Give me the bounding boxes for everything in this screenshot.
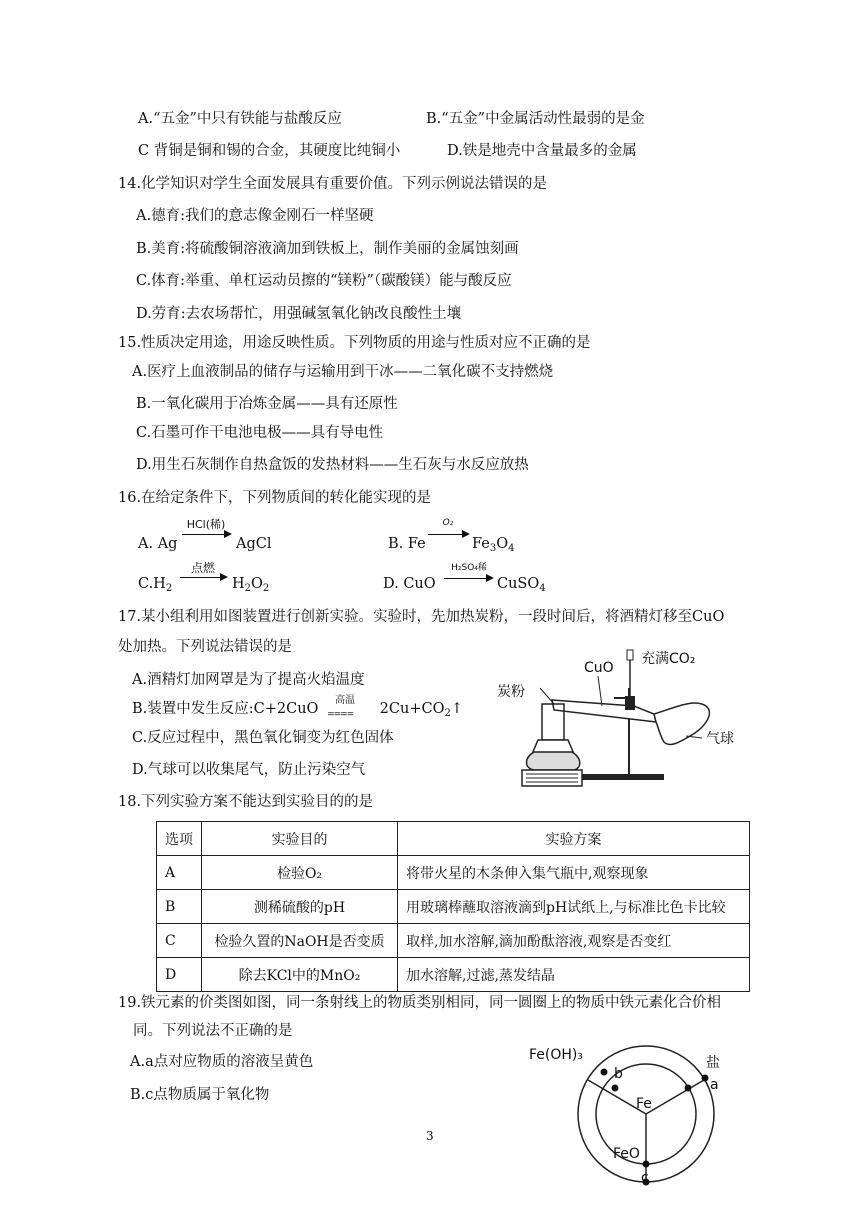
q17-option-b: B.装置中发生反应:C+2CuO 高温 ==== $2Cu+CO_2↑$	[132, 695, 463, 720]
row-goal: 测稀硫酸的pH	[202, 890, 398, 924]
q16-stem: 16.在给定条件下，下列物质间的转化能实现的是	[118, 490, 432, 506]
q17-option-a: A.酒精灯加网罩是为了提高火焰温度	[132, 672, 365, 688]
q13-option-d: D.铁是地壳中含量最多的金属	[447, 143, 637, 159]
q19-option-a: A.a点对应物质的溶液呈黄色	[130, 1054, 314, 1070]
reaction-tube	[552, 700, 656, 722]
q16-c-product: $H_2O_2$	[232, 576, 270, 594]
q14-option-d: D.劳育:去农场帮忙，用强碱氢氧化钠改良酸性土壤	[136, 306, 462, 322]
q15-option-c: C.石墨可作干电池电极——具有导电性	[136, 425, 384, 441]
q15-option-a: A.医疗上血液制品的储存与运输用到干冰——二氧化碳不支持燃烧	[132, 364, 554, 380]
header-option: 选项	[157, 822, 202, 856]
q16-a-reactant: A. Ag	[138, 536, 178, 552]
q16-a-arrow	[182, 518, 230, 540]
q16-b-product: $Fe_3O_4$	[472, 536, 515, 554]
q17-label-cuo: CuO	[584, 660, 614, 676]
point-a	[702, 1075, 709, 1082]
q16-b-arrow	[428, 520, 468, 542]
q16-a-product: AgCl	[236, 536, 272, 552]
row-plan: 加水溶解,过滤,蒸发结晶	[398, 958, 750, 992]
q17-apparatus-figure	[494, 648, 754, 788]
q17-label-carbon: 炭粉	[497, 684, 525, 700]
row-goal: 检验O₂	[202, 856, 398, 890]
q16-b-reactant: B. Fe	[388, 536, 426, 552]
q16-c-reactant: $C.H_2$	[138, 576, 173, 594]
header-goal: 实验目的	[202, 822, 398, 856]
q14-stem: 14.化学知识对学生全面发展具有重要价值。下列示例说法错误的是	[118, 176, 548, 192]
table-row	[157, 924, 750, 958]
tube-clamp	[625, 696, 635, 710]
q16-d-product: CuSO$_4$	[497, 576, 546, 594]
q19-stem-line2: 同。下列说法不正确的是	[133, 1023, 293, 1039]
q19-label-feo: FeO	[613, 1146, 640, 1162]
q17-option-c: C.反应过程中，黑色氧化铜变为红色固体	[132, 730, 394, 746]
q15-stem: 15.性质决定用途，用途反映性质。下列物质的用途与性质对应不正确的是	[118, 335, 591, 351]
q19-label-feoh3: Fe(OH)₃	[529, 1047, 583, 1063]
q16-d-arrow	[444, 562, 494, 584]
table-row	[157, 890, 750, 924]
point-salt-inner	[685, 1085, 692, 1092]
row-option: A	[157, 856, 202, 890]
row-plan: 取样,加水溶解,滴加酚酞溶液,观察是否变红	[398, 924, 750, 958]
q13-option-b: B.“五金”中金属活动性最弱的是金	[426, 111, 645, 127]
q18-stem: 18.下列实验方案不能达到实验目的的是	[118, 794, 374, 810]
q16-c-condition: 点燃	[190, 561, 215, 575]
q17-label-balloon: 气球	[706, 731, 734, 747]
q19-option-b: B.c点物质属于氧化物	[130, 1087, 270, 1103]
q19-stem-line1: 19.铁元素的价类图如图，同一条射线上的物质类别相同，同一圆圈上的物质中铁元素化合价相	[118, 995, 722, 1011]
q19-label-salt: 盐	[706, 1055, 720, 1071]
q19-label-a: a	[710, 1077, 719, 1093]
row-goal: 检验久置的NaOH是否变质	[202, 924, 398, 958]
q19-label-c: c	[641, 1170, 649, 1186]
point-b	[612, 1085, 619, 1092]
q15-option-b: B.一氧化碳用于冶炼金属——具有还原性	[136, 396, 398, 412]
row-option: D	[157, 958, 202, 992]
q14-option-a: A.德育:我们的意志像金刚石一样坚硬	[136, 208, 374, 224]
q16-d-condition: H₂SO₄稀	[451, 563, 487, 573]
row-option: B	[157, 890, 202, 924]
q17-label-co2: 充满CO₂	[641, 651, 696, 667]
page-number: 3	[426, 1129, 434, 1143]
q16-c-arrow	[180, 561, 226, 583]
row-plan: 用玻璃棒蘸取溶液滴到pH试纸上,与标准比色卡比较	[398, 890, 750, 924]
q17-stem-line2: 处加热。下列说法错误的是	[118, 639, 292, 655]
q18-table	[156, 821, 750, 992]
header-plan: 实验方案	[398, 822, 750, 856]
row-plan: 将带火星的木条伸入集气瓶中,观察现象	[398, 856, 750, 890]
table-header-row	[157, 822, 750, 856]
q14-option-b: B.美育:将硫酸铜溶液滴加到铁板上，制作美丽的金属蚀刻画	[136, 241, 519, 257]
row-option: C	[157, 924, 202, 958]
q19-label-fe: Fe	[636, 1096, 652, 1112]
q19-label-b: b	[614, 1066, 623, 1082]
q17-option-d: D.气球可以收集尾气，防止污染空气	[132, 762, 366, 778]
point-feo	[643, 1161, 650, 1168]
q14-option-c: C.体育:举重、单杠运动员擦的“镁粉”（碳酸镁）能与酸反应	[136, 273, 512, 289]
table-row	[157, 958, 750, 992]
q16-b-condition: O₂	[442, 518, 454, 528]
table-row	[157, 856, 750, 890]
q17-stem-line1: 17.某小组利用如图装置进行创新实验。实验时，先加热炭粉，一段时间后，将酒精灯移至CuO	[118, 609, 725, 625]
row-goal: 除去KCl中的MnO₂	[202, 958, 398, 992]
q13-option-c: C 背铜是铜和锡的合金，其硬度比纯铜小	[138, 143, 401, 159]
q16-a-condition: HCl(稀)	[186, 518, 226, 531]
q16-d-reactant: D. CuO	[383, 576, 436, 592]
point-feoh3	[601, 1069, 608, 1076]
q15-option-d: D.用生石灰制作自热盒饭的发热材料——生石灰与水反应放热	[136, 457, 529, 473]
q13-option-a: A.“五金”中只有铁能与盐酸反应	[138, 111, 342, 127]
